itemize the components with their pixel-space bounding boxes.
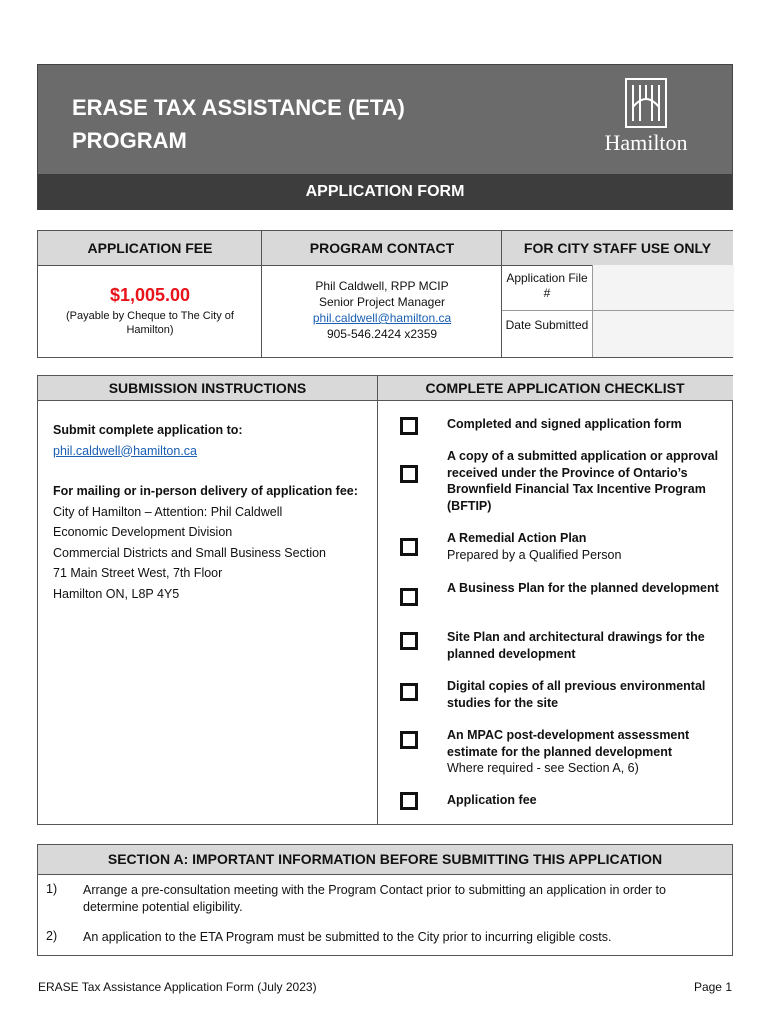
checkbox[interactable] [400,632,418,650]
title-line-2: PROGRAM [72,128,187,153]
address-line: City of Hamilton – Attention: Phil Caldwell [53,504,283,519]
divider [502,310,592,311]
checklist-item-title: A Remedial Action Plan [447,531,587,545]
submission-heading: SUBMISSION INSTRUCTIONS [38,376,377,401]
page-number: Page 1 [693,980,732,994]
date-submitted-label: Date Submitted [505,318,589,332]
checklist-item-title: A copy of a submitted application or approval received under the Province of Ontario’s Brownfield Financial Tax Incentive Program (BFTIP) [447,449,719,513]
header-banner [37,64,733,210]
date-submitted-field[interactable] [592,311,734,357]
fee-amount: $1,005.00 [109,285,191,305]
checkbox[interactable] [400,792,418,810]
checklist-item-title: Application fee [447,793,537,807]
checkbox[interactable] [400,683,418,701]
divider [377,376,378,824]
fee-note: (Payable by Cheque to The City of Hamilton) [66,310,234,336]
checkbox[interactable] [400,588,418,606]
banner-top [38,65,732,174]
checkbox[interactable] [400,417,418,435]
hamilton-crest-icon [624,77,668,129]
mailing-label: For mailing or in-person delivery of application fee: [53,484,358,498]
application-file-field[interactable] [592,265,734,311]
checklist-item-note: Where required - see Section A, 6) [447,761,639,775]
checklist-item-title: An MPAC post-development assessment estimate for the planned development [447,728,690,759]
section-a-heading: SECTION A: IMPORTANT INFORMATION BEFORE SUBMITTING THIS APPLICATION [38,845,732,875]
section-a [37,844,733,956]
checklist-item-title: Digital copies of all previous environmental studies for the site [447,679,706,710]
checkbox[interactable] [400,731,418,749]
submit-email-link[interactable]: phil.caldwell@hamilton.ca [53,443,198,458]
application-file-label: Application File # [506,271,588,300]
title-line-1: ERASE TAX ASSISTANCE (ETA) [72,95,405,120]
item-number: 1) [46,882,58,896]
contact-heading: PROGRAM CONTACT [262,231,502,266]
item-number: 2) [46,929,58,943]
footer-form-title: ERASE Tax Assistance Application Form (July 2023) [38,980,317,994]
address-line: Hamilton ON, L8P 4Y5 [53,586,180,601]
contact-phone: 905-546.2424 x2359 [326,327,438,341]
checkbox[interactable] [400,465,418,483]
hamilton-logo [594,77,698,163]
info-table [37,230,733,358]
contact-name: Phil Caldwell, RPP MCIP [315,279,449,293]
submission-section [37,375,733,825]
submit-to-label: Submit complete application to: [53,423,243,437]
logo-text: Hamilton [604,130,688,155]
checklist-item-title: Completed and signed application form [447,417,682,431]
address-line: Economic Development Division [53,525,233,539]
address-line: Commercial Districts and Small Business Section [53,545,327,560]
item-text: An application to the ETA Program must be submitted to the City prior to incurring eligible costs. [83,930,612,944]
checklist-heading: COMPLETE APPLICATION CHECKLIST [377,376,733,401]
checklist-item-title: Site Plan and architectural drawings for the planned development [447,630,705,661]
page-title [72,91,492,157]
staff-heading: FOR CITY STAFF USE ONLY [502,231,733,266]
checklist-item-note: Prepared by a Qualified Person [447,547,622,562]
program-contact [262,278,502,342]
form-subtitle: APPLICATION FORM [38,174,732,210]
item-text: Arrange a pre-consultation meeting with the Program Contact prior to submitting an application in order to determine potential eligibility. [83,883,666,914]
submission-instructions [53,420,368,604]
address-line: 71 Main Street West, 7th Floor [53,566,223,580]
contact-email-link[interactable]: phil.caldwell@hamilton.ca [312,311,452,325]
checklist-item-title: A Business Plan for the planned development [447,581,719,595]
fee-heading: APPLICATION FEE [38,231,262,266]
contact-title: Senior Project Manager [318,295,446,309]
checkbox[interactable] [400,538,418,556]
